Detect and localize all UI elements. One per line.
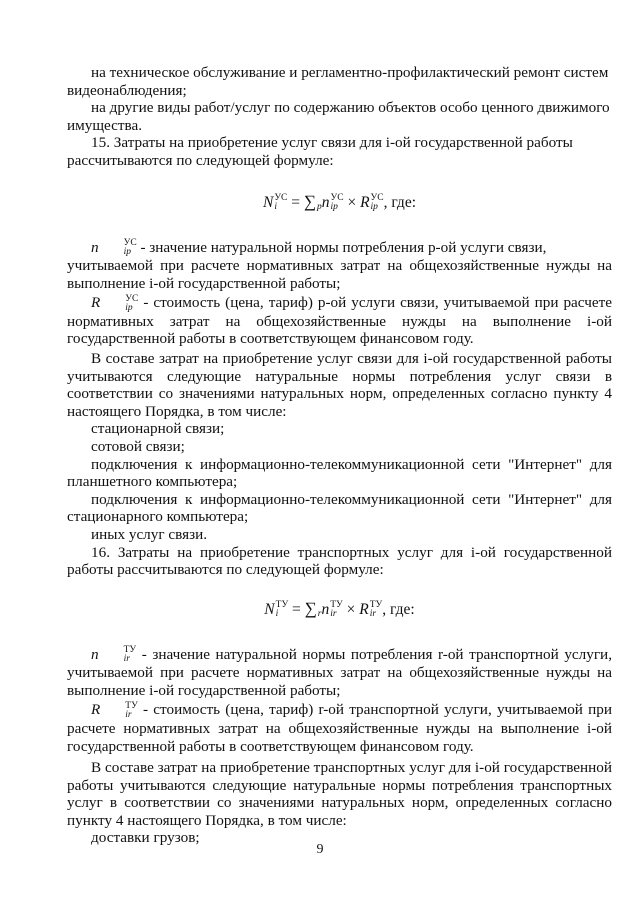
list-item: стационарной связи; <box>91 420 225 438</box>
text-line: видеонаблюдения; <box>67 81 187 99</box>
formula-transport-services: N ТУ i = ∑ r n ТУ ir × R ТУ ir , где: <box>264 598 415 620</box>
text-line: на другие виды работ/услуг по содержанию объектов особо ценного движимого <box>91 99 610 117</box>
text-line: имущества. <box>67 116 143 134</box>
clause-16-heading: 16. Затраты на приобретение транспортных услуг для i-ой государственной работы рассчитываются по следующей формуле: <box>67 543 612 579</box>
definition-n-us-cont: учитываемой при расчете нормативных затрат на общехозяйственные нужды на выполнение i-ой государственной работы; <box>67 257 612 292</box>
text-line: на техническое обслуживание и регламентно-профилактический ремонт систем <box>91 64 609 81</box>
clause-15-heading: 15. Затраты на приобретение услуг связи для i-ой государственной работы <box>91 134 573 152</box>
list-item: подключения к информационно-телекоммуникационной сети "Интернет" для стационарного компьютера; <box>67 490 612 526</box>
definition-n-ty: n ТУ ir - значение натуральной нормы потребления r-ой транспортной услуги, учитываемой при расчете нормативных затрат на общехозяйственные нужды на выполнение i-ой государственной работы; <box>67 645 612 699</box>
list-item: подключения к информационно-телекоммуникационной сети "Интернет" для планшетного компьютера; <box>67 455 612 491</box>
page-number: 9 <box>316 842 324 857</box>
definition-r-ty: R ТУ ir - стоимость (цена, тариф) r-ой транспортной услуги, учитываемой при расчете нормативных затрат на общехозяйственные нужды на выполнение i-ой государственной работы в соответствующем финансовом году. <box>67 700 612 755</box>
definition-r-us: R УС ip - стоимость (цена, тариф) p-ой услуги связи, учитываемой при расчете нормативных затрат на общехозяйственные нужды на выполнение i-ой государственной работы в соответствующем финансовом году. <box>67 293 612 348</box>
paragraph-composition-ty: В составе затрат на приобретение транспортных услуг для i-ой государственной работы учитываются следующие натуральные нормы потребления транспортных услуг в соответствии со значениями натуральных норм, определенных согласно пункту 4 настоящего Порядка, в том числе: <box>67 759 612 829</box>
text-line: рассчитываются по следующей формуле: <box>67 151 334 169</box>
list-item: иных услуг связи. <box>91 525 208 543</box>
document-body <box>67 64 612 847</box>
definition-n-us: n УС ip - значение натуральной нормы потребления p-ой услуги связи, <box>91 238 547 258</box>
list-item: сотовой связи; <box>91 437 185 455</box>
formula-communication-services: N УС i = ∑ p n УС ip × R УС ip , где: <box>262 191 417 212</box>
paragraph-composition-us: В составе затрат на приобретение услуг связи для i-ой государственной работы учитываются следующие натуральные нормы потребления услуг связи в соответствии со значениями натуральных норм, определенных согласно пункту 4 настоящего Порядка, в том числе: <box>67 349 612 420</box>
list-item: доставки грузов; <box>91 829 200 847</box>
